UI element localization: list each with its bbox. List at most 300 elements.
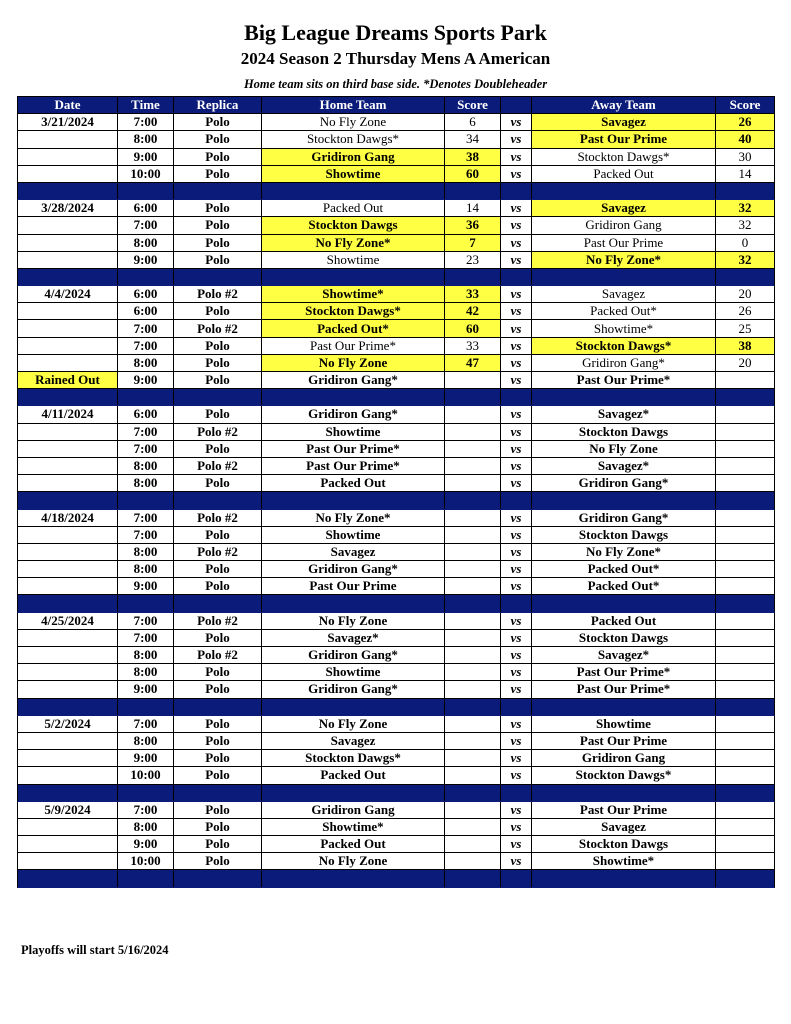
table-row: [18, 612, 775, 629]
replica-cell: Polo: [174, 372, 262, 389]
separator-cell: [174, 870, 262, 887]
date-cell: [18, 475, 118, 492]
away-score-cell: [716, 647, 775, 664]
separator-cell: [18, 698, 118, 715]
separator-cell: [532, 268, 716, 285]
separator-cell: [262, 870, 445, 887]
separator-cell: [262, 784, 445, 801]
time-cell: 9:00: [118, 148, 174, 165]
replica-cell: Polo: [174, 251, 262, 268]
home-team-cell: Stockton Dawgs*: [262, 750, 445, 767]
separator-cell: [18, 870, 118, 887]
table-row: [18, 234, 775, 251]
home-team-cell: Showtime: [262, 664, 445, 681]
separator-cell: [716, 268, 775, 285]
away-team-cell: Gridiron Gang: [532, 750, 716, 767]
home-team-cell: Showtime*: [262, 818, 445, 835]
separator-cell: [262, 268, 445, 285]
home-score-cell: [445, 423, 501, 440]
vs-cell: vs: [501, 767, 532, 784]
date-cell: 4/18/2024: [18, 509, 118, 526]
vs-cell: vs: [501, 715, 532, 732]
home-score-cell: [445, 509, 501, 526]
header-away-score: Score: [716, 97, 775, 114]
replica-cell: Polo: [174, 148, 262, 165]
away-score-cell: 32: [716, 217, 775, 234]
time-cell: 6:00: [118, 286, 174, 303]
away-team-cell: Gridiron Gang: [532, 217, 716, 234]
replica-cell: Polo: [174, 836, 262, 853]
time-cell: 10:00: [118, 165, 174, 182]
home-team-cell: Stockton Dawgs: [262, 217, 445, 234]
separator-cell: [18, 492, 118, 509]
vs-cell: vs: [501, 801, 532, 818]
table-row: [18, 475, 775, 492]
away-team-cell: Packed Out*: [532, 303, 716, 320]
date-cell: [18, 543, 118, 560]
away-team-cell: Gridiron Gang*: [532, 354, 716, 371]
away-score-cell: [716, 457, 775, 474]
separator-cell: [18, 389, 118, 406]
vs-cell: vs: [501, 423, 532, 440]
time-cell: 6:00: [118, 303, 174, 320]
date-cell: [18, 526, 118, 543]
separator-cell: [118, 698, 174, 715]
separator-cell: [174, 784, 262, 801]
away-team-cell: Stockton Dawgs: [532, 423, 716, 440]
time-cell: 8:00: [118, 818, 174, 835]
date-cell: [18, 681, 118, 698]
date-cell: [18, 647, 118, 664]
time-cell: 9:00: [118, 836, 174, 853]
home-score-cell: 34: [445, 131, 501, 148]
time-cell: 7:00: [118, 801, 174, 818]
time-cell: 7:00: [118, 337, 174, 354]
away-score-cell: [716, 509, 775, 526]
vs-cell: vs: [501, 286, 532, 303]
away-score-cell: [716, 664, 775, 681]
home-team-cell: Gridiron Gang*: [262, 681, 445, 698]
time-cell: 7:00: [118, 423, 174, 440]
table-row: [18, 836, 775, 853]
home-team-cell: No Fly Zone: [262, 114, 445, 131]
away-score-cell: 38: [716, 337, 775, 354]
vs-cell: vs: [501, 836, 532, 853]
time-cell: 8:00: [118, 732, 174, 749]
date-cell: 4/4/2024: [18, 286, 118, 303]
away-team-cell: Past Our Prime: [532, 801, 716, 818]
separator-cell: [445, 595, 501, 612]
separator-cell: [445, 389, 501, 406]
separator-cell: [262, 595, 445, 612]
away-score-cell: [716, 681, 775, 698]
home-score-cell: [445, 612, 501, 629]
time-cell: 7:00: [118, 629, 174, 646]
separator-cell: [118, 492, 174, 509]
home-team-cell: Packed Out: [262, 767, 445, 784]
time-cell: 7:00: [118, 440, 174, 457]
date-cell: [18, 836, 118, 853]
table-row: [18, 148, 775, 165]
vs-cell: vs: [501, 629, 532, 646]
date-cell: 4/25/2024: [18, 612, 118, 629]
table-row: [18, 286, 775, 303]
away-score-cell: 0: [716, 234, 775, 251]
away-score-cell: 20: [716, 286, 775, 303]
replica-cell: Polo: [174, 165, 262, 182]
home-team-cell: No Fly Zone: [262, 715, 445, 732]
header-date: Date: [18, 97, 118, 114]
table-row: [18, 818, 775, 835]
away-team-cell: No Fly Zone*: [532, 251, 716, 268]
away-team-cell: Stockton Dawgs*: [532, 148, 716, 165]
away-score-cell: 30: [716, 148, 775, 165]
table-row: [18, 578, 775, 595]
replica-cell: Polo #2: [174, 320, 262, 337]
away-team-cell: Packed Out: [532, 612, 716, 629]
replica-cell: Polo: [174, 354, 262, 371]
away-team-cell: Savagez*: [532, 647, 716, 664]
away-score-cell: [716, 767, 775, 784]
separator-cell: [118, 268, 174, 285]
time-cell: 7:00: [118, 217, 174, 234]
separator-cell: [445, 268, 501, 285]
separator-cell: [445, 870, 501, 887]
home-score-cell: [445, 664, 501, 681]
away-team-cell: Savagez: [532, 200, 716, 217]
date-cell: [18, 561, 118, 578]
table-row: [18, 629, 775, 646]
separator-cell: [532, 698, 716, 715]
away-team-cell: No Fly Zone: [532, 440, 716, 457]
separator-cell: [716, 784, 775, 801]
separator-cell: [501, 698, 532, 715]
date-cell: [18, 337, 118, 354]
home-team-cell: Gridiron Gang*: [262, 372, 445, 389]
replica-cell: Polo: [174, 801, 262, 818]
separator-cell: [716, 698, 775, 715]
vs-cell: vs: [501, 750, 532, 767]
week-separator-row: [18, 389, 775, 406]
away-team-cell: Stockton Dawgs: [532, 836, 716, 853]
replica-cell: Polo: [174, 767, 262, 784]
away-team-cell: Showtime*: [532, 853, 716, 870]
away-team-cell: Stockton Dawgs*: [532, 767, 716, 784]
table-row: [18, 114, 775, 131]
home-score-cell: [445, 750, 501, 767]
vs-cell: vs: [501, 853, 532, 870]
table-row: [18, 251, 775, 268]
date-cell: 5/9/2024: [18, 801, 118, 818]
vs-cell: vs: [501, 200, 532, 217]
table-row: [18, 372, 775, 389]
vs-cell: vs: [501, 475, 532, 492]
home-team-cell: Stockton Dawgs*: [262, 131, 445, 148]
time-cell: 8:00: [118, 475, 174, 492]
replica-cell: Polo: [174, 715, 262, 732]
home-team-cell: Gridiron Gang*: [262, 647, 445, 664]
home-score-cell: [445, 629, 501, 646]
home-team-cell: Gridiron Gang*: [262, 561, 445, 578]
separator-cell: [532, 870, 716, 887]
away-team-cell: Showtime*: [532, 320, 716, 337]
table-row: [18, 440, 775, 457]
separator-cell: [716, 389, 775, 406]
separator-cell: [118, 595, 174, 612]
vs-cell: vs: [501, 509, 532, 526]
home-score-cell: 33: [445, 337, 501, 354]
time-cell: 7:00: [118, 320, 174, 337]
week-separator-row: [18, 870, 775, 887]
week-separator-row: [18, 492, 775, 509]
home-score-cell: 42: [445, 303, 501, 320]
away-score-cell: 25: [716, 320, 775, 337]
replica-cell: Polo: [174, 732, 262, 749]
home-team-cell: Past Our Prime*: [262, 440, 445, 457]
away-team-cell: Savagez*: [532, 457, 716, 474]
vs-cell: vs: [501, 732, 532, 749]
separator-cell: [118, 389, 174, 406]
away-team-cell: Packed Out*: [532, 561, 716, 578]
home-score-cell: [445, 561, 501, 578]
time-cell: 6:00: [118, 200, 174, 217]
replica-cell: Polo: [174, 303, 262, 320]
table-row: [18, 320, 775, 337]
time-cell: 8:00: [118, 131, 174, 148]
vs-cell: vs: [501, 406, 532, 423]
date-cell: [18, 217, 118, 234]
away-team-cell: Savagez: [532, 818, 716, 835]
table-row: [18, 337, 775, 354]
vs-cell: vs: [501, 612, 532, 629]
away-team-cell: Stockton Dawgs: [532, 526, 716, 543]
home-score-cell: [445, 440, 501, 457]
playoffs-note: Playoffs will start 5/16/2024: [21, 943, 169, 957]
replica-cell: Polo #2: [174, 423, 262, 440]
separator-cell: [501, 595, 532, 612]
separator-cell: [174, 268, 262, 285]
date-cell: [18, 664, 118, 681]
vs-cell: vs: [501, 131, 532, 148]
vs-cell: vs: [501, 543, 532, 560]
separator-cell: [118, 182, 174, 199]
table-row: [18, 526, 775, 543]
home-score-cell: [445, 801, 501, 818]
time-cell: 8:00: [118, 234, 174, 251]
date-cell: [18, 629, 118, 646]
date-cell: [18, 440, 118, 457]
away-team-cell: Past Our Prime*: [532, 681, 716, 698]
table-row: [18, 681, 775, 698]
away-team-cell: Savagez*: [532, 406, 716, 423]
date-cell: [18, 423, 118, 440]
date-cell: 5/2/2024: [18, 715, 118, 732]
away-score-cell: [716, 578, 775, 595]
replica-cell: Polo: [174, 681, 262, 698]
vs-cell: vs: [501, 165, 532, 182]
replica-cell: Polo: [174, 406, 262, 423]
week-separator-row: [18, 268, 775, 285]
separator-cell: [501, 784, 532, 801]
home-score-cell: 7: [445, 234, 501, 251]
time-cell: 8:00: [118, 457, 174, 474]
date-cell: [18, 148, 118, 165]
home-score-cell: [445, 818, 501, 835]
time-cell: 9:00: [118, 681, 174, 698]
schedule-note: Home team sits on third base side. *Denotes Doubleheader: [243, 77, 548, 91]
away-score-cell: [716, 715, 775, 732]
table-row: [18, 457, 775, 474]
vs-cell: vs: [501, 457, 532, 474]
table-row: [18, 131, 775, 148]
date-cell: 3/21/2024: [18, 114, 118, 131]
replica-cell: Polo #2: [174, 543, 262, 560]
home-score-cell: 38: [445, 148, 501, 165]
separator-cell: [18, 595, 118, 612]
vs-cell: vs: [501, 664, 532, 681]
away-team-cell: Savagez: [532, 114, 716, 131]
time-cell: 7:00: [118, 612, 174, 629]
replica-cell: Polo #2: [174, 457, 262, 474]
separator-cell: [118, 784, 174, 801]
table-row: [18, 732, 775, 749]
vs-cell: vs: [501, 303, 532, 320]
home-team-cell: Packed Out*: [262, 320, 445, 337]
vs-cell: vs: [501, 337, 532, 354]
date-cell: Rained Out: [18, 372, 118, 389]
table-row: [18, 801, 775, 818]
vs-cell: vs: [501, 234, 532, 251]
schedule-body: [18, 114, 775, 887]
week-separator-row: [18, 182, 775, 199]
header-row: [18, 97, 775, 114]
separator-cell: [532, 389, 716, 406]
away-team-cell: Gridiron Gang*: [532, 509, 716, 526]
away-score-cell: [716, 818, 775, 835]
away-team-cell: Past Our Prime: [532, 732, 716, 749]
away-team-cell: Past Our Prime*: [532, 664, 716, 681]
vs-cell: vs: [501, 440, 532, 457]
home-team-cell: Showtime: [262, 526, 445, 543]
vs-cell: vs: [501, 320, 532, 337]
home-team-cell: Gridiron Gang*: [262, 406, 445, 423]
separator-cell: [501, 182, 532, 199]
week-separator-row: [18, 595, 775, 612]
away-score-cell: [716, 853, 775, 870]
separator-cell: [445, 784, 501, 801]
home-score-cell: [445, 406, 501, 423]
away-score-cell: 26: [716, 114, 775, 131]
replica-cell: Polo: [174, 561, 262, 578]
date-cell: [18, 251, 118, 268]
home-score-cell: [445, 475, 501, 492]
table-row: [18, 303, 775, 320]
home-score-cell: 60: [445, 320, 501, 337]
home-team-cell: Past Our Prime*: [262, 337, 445, 354]
date-cell: [18, 767, 118, 784]
vs-cell: vs: [501, 148, 532, 165]
away-score-cell: [716, 561, 775, 578]
date-cell: [18, 234, 118, 251]
separator-cell: [716, 870, 775, 887]
away-score-cell: 40: [716, 131, 775, 148]
separator-cell: [716, 595, 775, 612]
away-team-cell: Stockton Dawgs*: [532, 337, 716, 354]
separator-cell: [174, 492, 262, 509]
away-score-cell: [716, 543, 775, 560]
replica-cell: Polo: [174, 853, 262, 870]
home-team-cell: No Fly Zone: [262, 354, 445, 371]
replica-cell: Polo: [174, 337, 262, 354]
replica-cell: Polo: [174, 818, 262, 835]
date-cell: [18, 165, 118, 182]
replica-cell: Polo: [174, 664, 262, 681]
vs-cell: vs: [501, 681, 532, 698]
header-vs: [501, 97, 532, 114]
date-cell: [18, 303, 118, 320]
table-row: [18, 715, 775, 732]
time-cell: 8:00: [118, 647, 174, 664]
vs-cell: vs: [501, 526, 532, 543]
separator-cell: [18, 182, 118, 199]
away-score-cell: [716, 406, 775, 423]
page-subtitle: 2024 Season 2 Thursday Mens A American: [240, 49, 551, 68]
away-team-cell: Stockton Dawgs: [532, 629, 716, 646]
table-row: [18, 767, 775, 784]
table-row: [18, 423, 775, 440]
away-score-cell: 32: [716, 251, 775, 268]
replica-cell: Polo: [174, 234, 262, 251]
away-score-cell: [716, 801, 775, 818]
separator-cell: [445, 492, 501, 509]
separator-cell: [18, 268, 118, 285]
away-score-cell: [716, 629, 775, 646]
away-score-cell: [716, 372, 775, 389]
away-score-cell: [716, 440, 775, 457]
away-score-cell: [716, 732, 775, 749]
away-score-cell: 14: [716, 165, 775, 182]
date-cell: [18, 320, 118, 337]
time-cell: 7:00: [118, 509, 174, 526]
home-team-cell: Packed Out: [262, 200, 445, 217]
header-time: Time: [118, 97, 174, 114]
vs-cell: vs: [501, 354, 532, 371]
away-score-cell: [716, 423, 775, 440]
away-score-cell: [716, 612, 775, 629]
time-cell: 9:00: [118, 372, 174, 389]
date-cell: [18, 457, 118, 474]
away-score-cell: 32: [716, 200, 775, 217]
time-cell: 8:00: [118, 354, 174, 371]
table-row: [18, 561, 775, 578]
home-score-cell: 33: [445, 286, 501, 303]
home-score-cell: [445, 715, 501, 732]
home-score-cell: 36: [445, 217, 501, 234]
home-team-cell: Showtime: [262, 423, 445, 440]
date-cell: [18, 853, 118, 870]
home-team-cell: Savagez*: [262, 629, 445, 646]
table-row: [18, 165, 775, 182]
separator-cell: [501, 268, 532, 285]
replica-cell: Polo: [174, 578, 262, 595]
home-score-cell: [445, 836, 501, 853]
away-score-cell: [716, 475, 775, 492]
home-score-cell: 14: [445, 200, 501, 217]
time-cell: 6:00: [118, 406, 174, 423]
date-cell: [18, 354, 118, 371]
home-score-cell: [445, 543, 501, 560]
time-cell: 9:00: [118, 750, 174, 767]
